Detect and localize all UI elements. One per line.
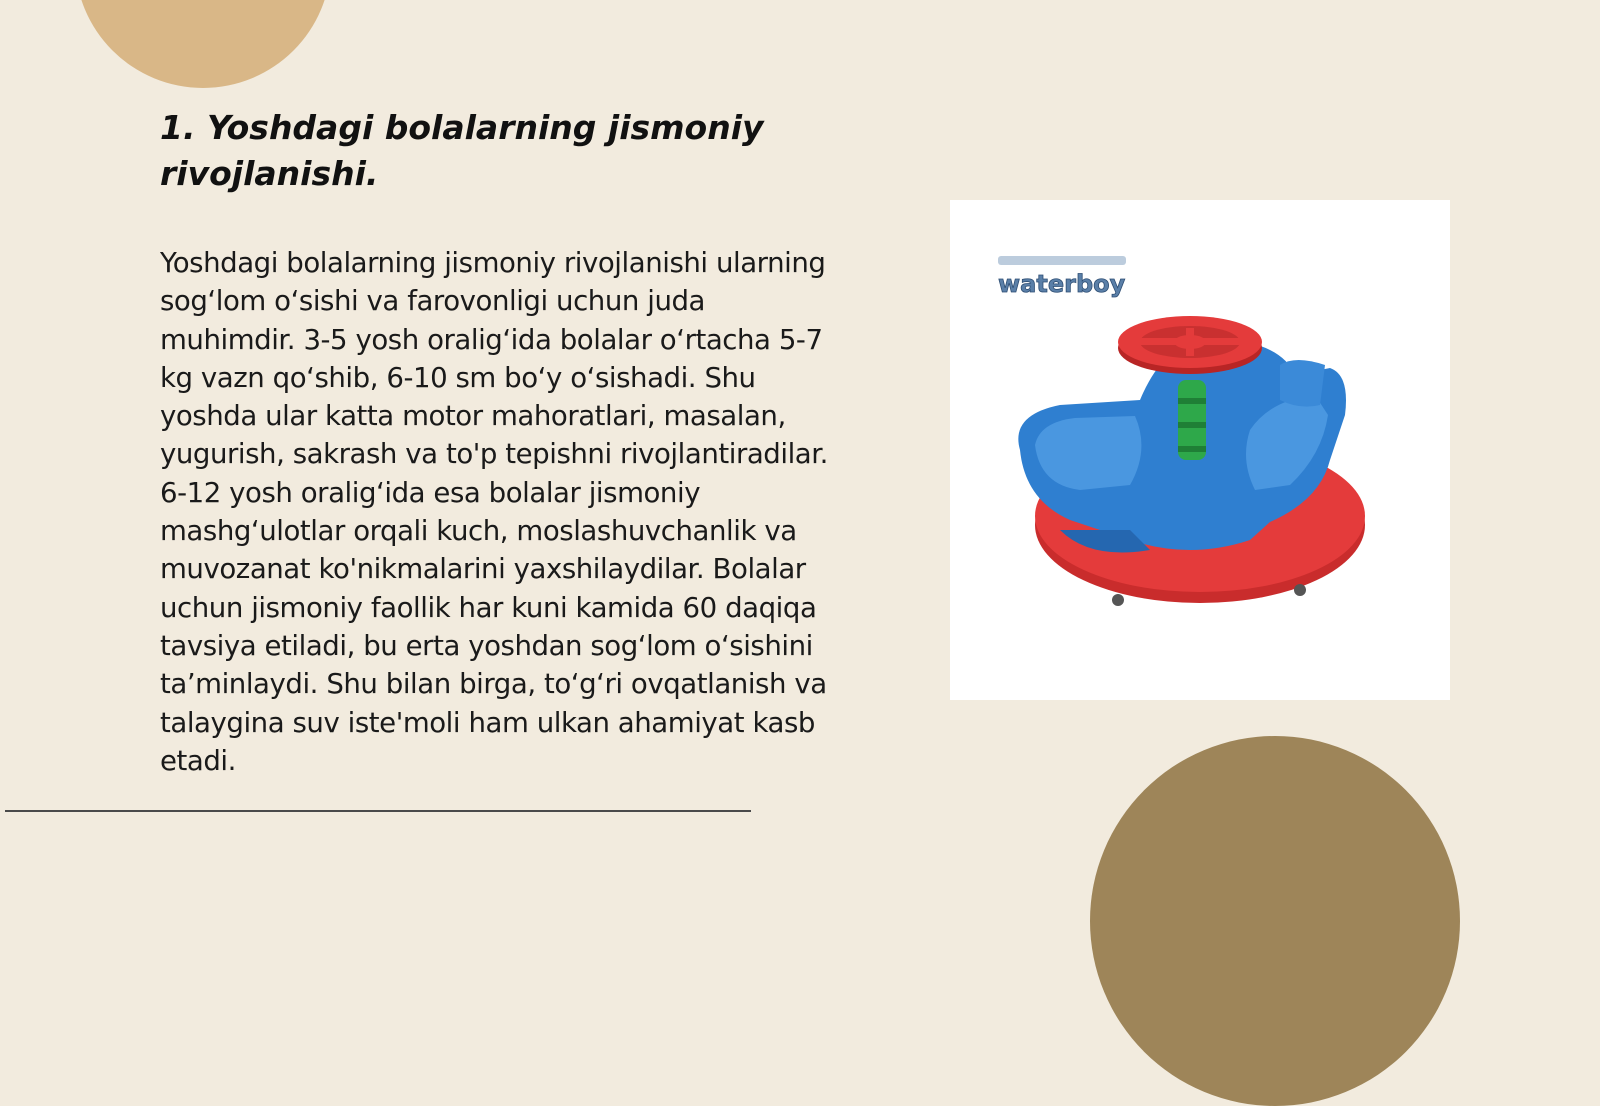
- decorative-circle-top: [75, 0, 331, 88]
- slide-title: 1. Yoshdagi bolalarning jismoniy rivojlanishi.: [160, 108, 764, 193]
- toy-photo: [950, 200, 1450, 700]
- decorative-circle-bottom: [1090, 736, 1460, 1106]
- horizontal-rule: [5, 810, 751, 812]
- waterboy-logo: [998, 256, 1126, 298]
- logo-text: waterboy: [998, 270, 1126, 298]
- slide-body-text: Yoshdagi bolalarning jismoniy rivojlanishi ularning sog‘lom o‘sishi va farovonligi uchun juda muhimdir. 3-5 yosh oralig‘ida bolalar o‘rtacha 5-7 kg vazn qo‘shib, 6-10 sm bo‘y o‘sishadi. Shu yoshda ular katta motor mahoratlari, masalan, yugurish, sakrash va to'p tepishni rivojlantiradilar. 6-12 yosh oralig‘ida esa bolalar jismoniy mashg‘ulotlar orqali kuch, moslashuvchanlik va muvozanat ko'nikmalarini yaxshilaydilar. Bolalar uchun jismoniy faollik har kuni kamida 60 daqiqa tavsiya etiladi, bu erta yoshdan sog‘lom o‘sishini ta’minlaydi. Shu bilan birga, to‘g‘ri ovqatlanish va talaygina suv iste'moli ham ulkan ahamiyat kasb etadi.: [160, 246, 828, 777]
- spinning-seat-toy-illustration: [950, 200, 1450, 700]
